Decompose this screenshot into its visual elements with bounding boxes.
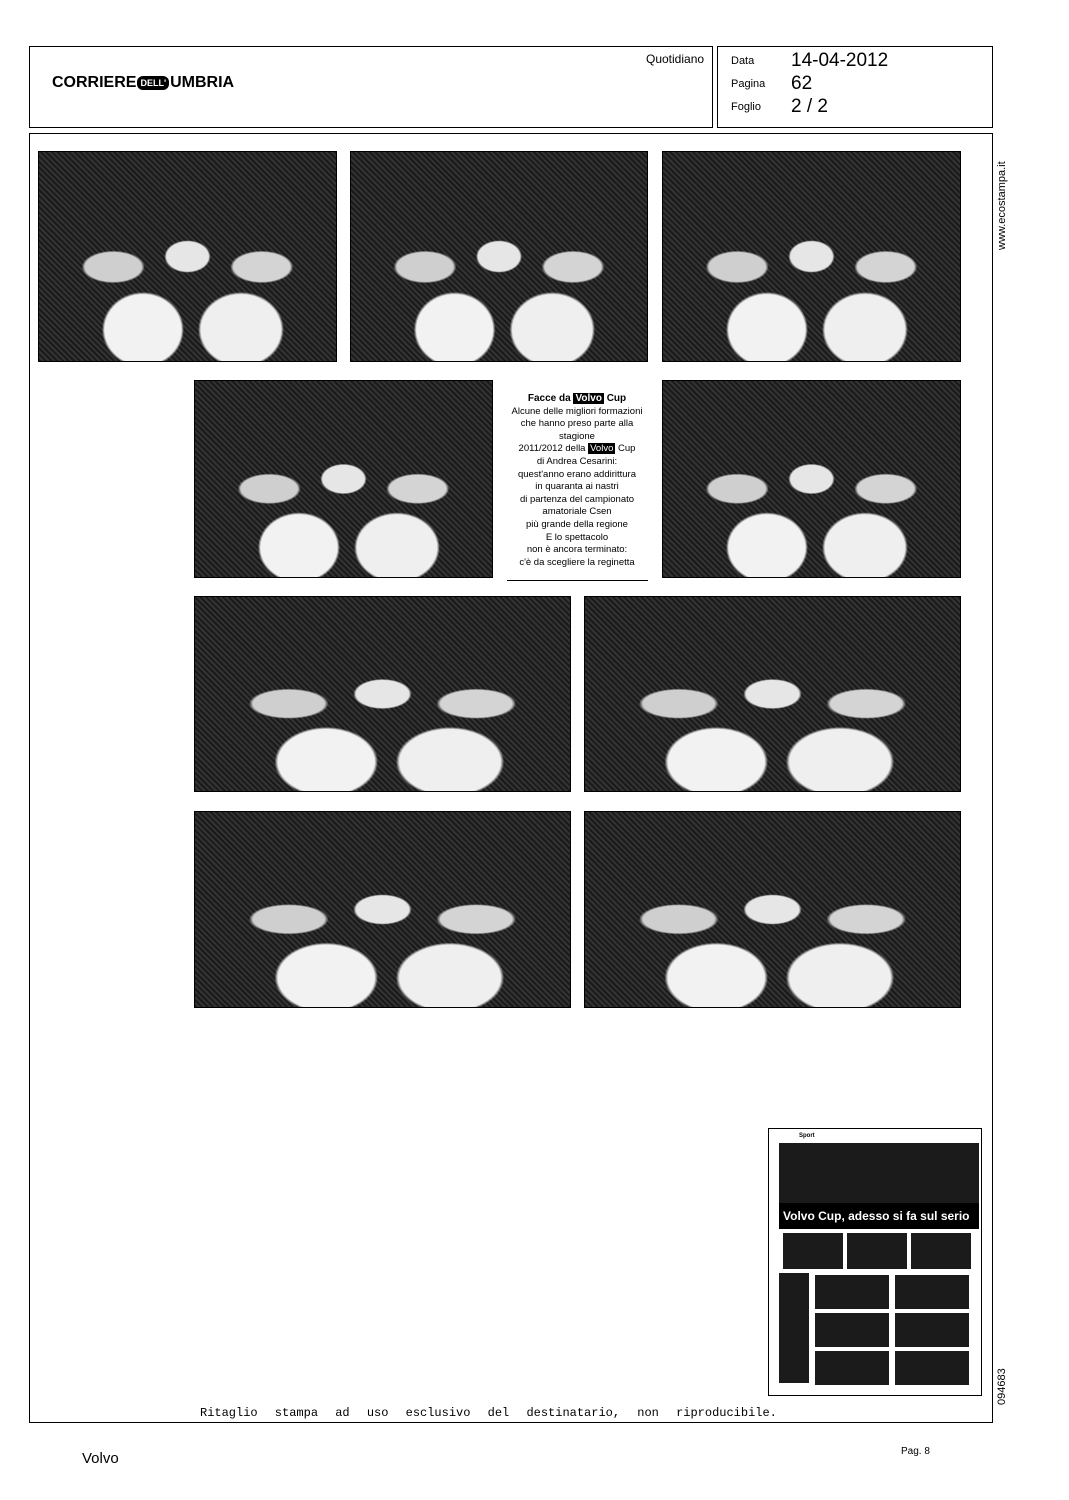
caption-line: più grande della regione	[526, 518, 628, 530]
data-label: Data	[731, 55, 755, 67]
caption-line: E lo spettacolo	[545, 531, 609, 543]
caption-line: c'è da scegliere la reginetta	[519, 556, 635, 568]
caption-line: Alcune delle migliori formazioni	[511, 405, 643, 417]
copyright-notice: Ritaglio stampa ad uso esclusivo del destinatario, non riproducibile.	[200, 1406, 777, 1420]
newspaper-logo: CORRIERE DELL' UMBRIA	[52, 74, 235, 91]
caption-line: di Andrea Cesarini:	[536, 455, 618, 467]
thumbnail-section: Sport	[799, 1133, 815, 1139]
photo-caption	[502, 393, 652, 569]
caption-title: Facce da Volvo Cup	[527, 393, 627, 404]
page-number: Pag. 8	[901, 1446, 930, 1457]
pagina-value: 62	[791, 73, 813, 94]
caption-divider	[507, 580, 648, 581]
caption-line: non è ancora terminato:	[526, 544, 628, 556]
foglio-label: Foglio	[731, 101, 761, 113]
page-thumbnail	[768, 1128, 982, 1396]
caption-line: che hanno preso parte alla stagione	[520, 418, 634, 442]
team-photo-1	[38, 151, 337, 362]
pagina-label: Pagina	[731, 78, 766, 90]
foglio-value: 2 / 2	[791, 96, 828, 117]
data-value: 14-04-2012	[791, 50, 889, 71]
caption-line: in quaranta ai nastri	[535, 481, 619, 493]
team-photo-5	[662, 380, 961, 578]
publication-type: Quotidiano	[646, 52, 705, 66]
caption-line: amatoriale Csen	[542, 506, 612, 518]
team-photo-4	[194, 380, 493, 578]
team-photo-8	[194, 811, 571, 1008]
caption-line: di partenza del campionato	[519, 493, 635, 505]
team-photo-3	[662, 151, 961, 362]
caption-line: quest'anno erano addirittura	[517, 468, 636, 480]
thumbnail-headline: Volvo Cup, adesso si fa sul serio	[783, 1209, 970, 1223]
team-photo-6	[194, 596, 571, 792]
keyword-label: Volvo	[82, 1450, 119, 1467]
team-photo-9	[584, 811, 961, 1008]
source-url: www.ecostampa.it	[996, 161, 1008, 250]
team-photo-7	[584, 596, 961, 792]
team-photo-2	[350, 151, 648, 362]
caption-line: 2011/2012 della Volvo Cup	[518, 443, 636, 455]
